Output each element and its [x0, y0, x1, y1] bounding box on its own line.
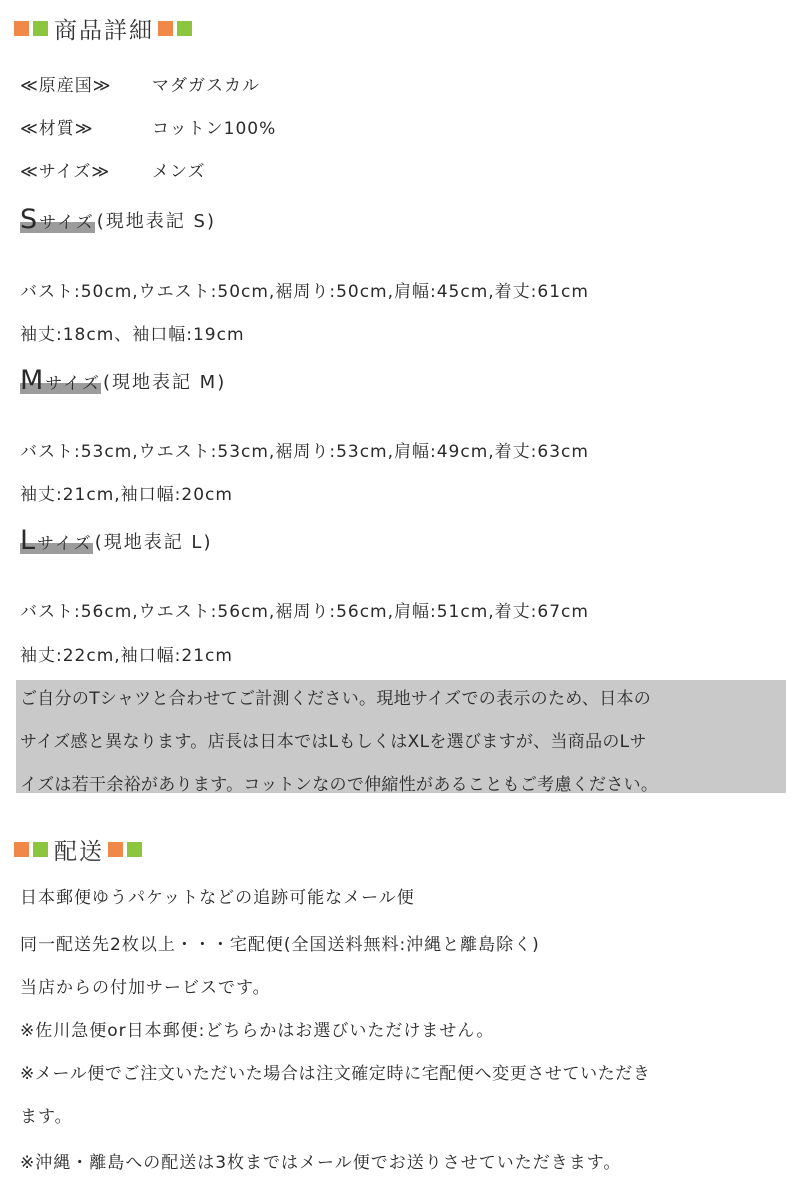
green-square-icon	[33, 21, 48, 36]
shipping-line: ます。	[20, 1107, 73, 1127]
orange-square-icon	[158, 21, 173, 36]
size-s-measure-2: 袖丈:18cm、袖口幅:19cm	[20, 325, 245, 345]
green-square-icon	[127, 842, 142, 857]
size-kana: サイズ	[37, 534, 93, 554]
size-letter: M	[20, 365, 46, 396]
details-title: 商品詳細	[54, 18, 154, 44]
size-m-measure-1: バスト:53cm,ウエスト:53cm,裾周り:53cm,肩幅:49cm,着丈:63cm	[20, 442, 589, 462]
shipping-line: 日本郵便ゆうパケットなどの追跡可能なメール便	[20, 888, 415, 908]
spec-key: ≪材質≫	[20, 119, 94, 139]
spec-value: マダガスカル	[152, 76, 260, 96]
size-tag	[20, 527, 93, 554]
size-m-measure-2: 袖丈:21cm,袖口幅:20cm	[20, 485, 233, 505]
size-l-measure-2: 袖丈:22cm,袖口幅:21cm	[20, 646, 233, 666]
size-l-measure-1: バスト:56cm,ウエスト:56cm,裾周り:56cm,肩幅:51cm,着丈:67cm	[20, 602, 589, 622]
size-letter: S	[20, 204, 40, 235]
orange-square-icon	[14, 21, 29, 36]
spec-row-size	[20, 157, 206, 182]
shipping-line: 当店からの付加サービスです。	[20, 978, 271, 998]
size-s-measure-1: バスト:50cm,ウエスト:50cm,裾周り:50cm,肩幅:45cm,着丈:61cm	[20, 282, 589, 302]
notice-line: イズは若干余裕があります。コットンなので伸縮性があることもご考慮ください。	[20, 775, 659, 795]
size-l-heading	[20, 527, 212, 554]
size-s-heading	[20, 206, 216, 233]
spec-key: ≪原産国≫	[20, 76, 112, 96]
shipping-line: ※佐川急便or日本郵便:どちらかはお選びいただけません。	[20, 1021, 495, 1041]
spec-row-material	[20, 114, 276, 139]
size-m-heading	[20, 367, 226, 394]
size-letter: L	[20, 525, 38, 556]
spec-value: メンズ	[152, 162, 206, 182]
spec-key: ≪サイズ≫	[20, 162, 111, 182]
orange-square-icon	[108, 842, 123, 857]
spec-value: コットン100%	[152, 119, 277, 139]
notice-line: サイズ感と異なります。店長は日本ではLもしくはXLを選びますが、当商品のLサ	[20, 732, 647, 752]
size-tag	[20, 206, 95, 233]
size-note: (現地表記 L)	[94, 532, 213, 553]
shipping-heading	[14, 833, 146, 866]
shipping-line: ※沖縄・離島への配送は3枚まではメール便でお送りさせていただきます。	[20, 1153, 622, 1173]
shipping-line: 同一配送先2枚以上・・・宅配便(全国送料無料:沖縄と離島除く)	[20, 935, 540, 955]
shipping-title: 配送	[54, 839, 104, 865]
green-square-icon	[177, 21, 192, 36]
details-heading	[14, 12, 196, 45]
size-note: (現地表記 M)	[102, 372, 227, 393]
size-kana: サイズ	[45, 374, 101, 394]
size-note: (現地表記 S)	[96, 211, 216, 232]
orange-square-icon	[14, 842, 29, 857]
green-square-icon	[33, 842, 48, 857]
notice-line: ご自分のTシャツと合わせてご計測ください。現地サイズでの表示のため、日本の	[20, 689, 652, 709]
size-kana: サイズ	[39, 213, 95, 233]
spec-row-origin	[20, 71, 260, 96]
shipping-line: ※メール便でご注文いただいた場合は注文確定時に宅配便へ変更させていただき	[20, 1064, 651, 1084]
size-tag	[20, 367, 101, 394]
